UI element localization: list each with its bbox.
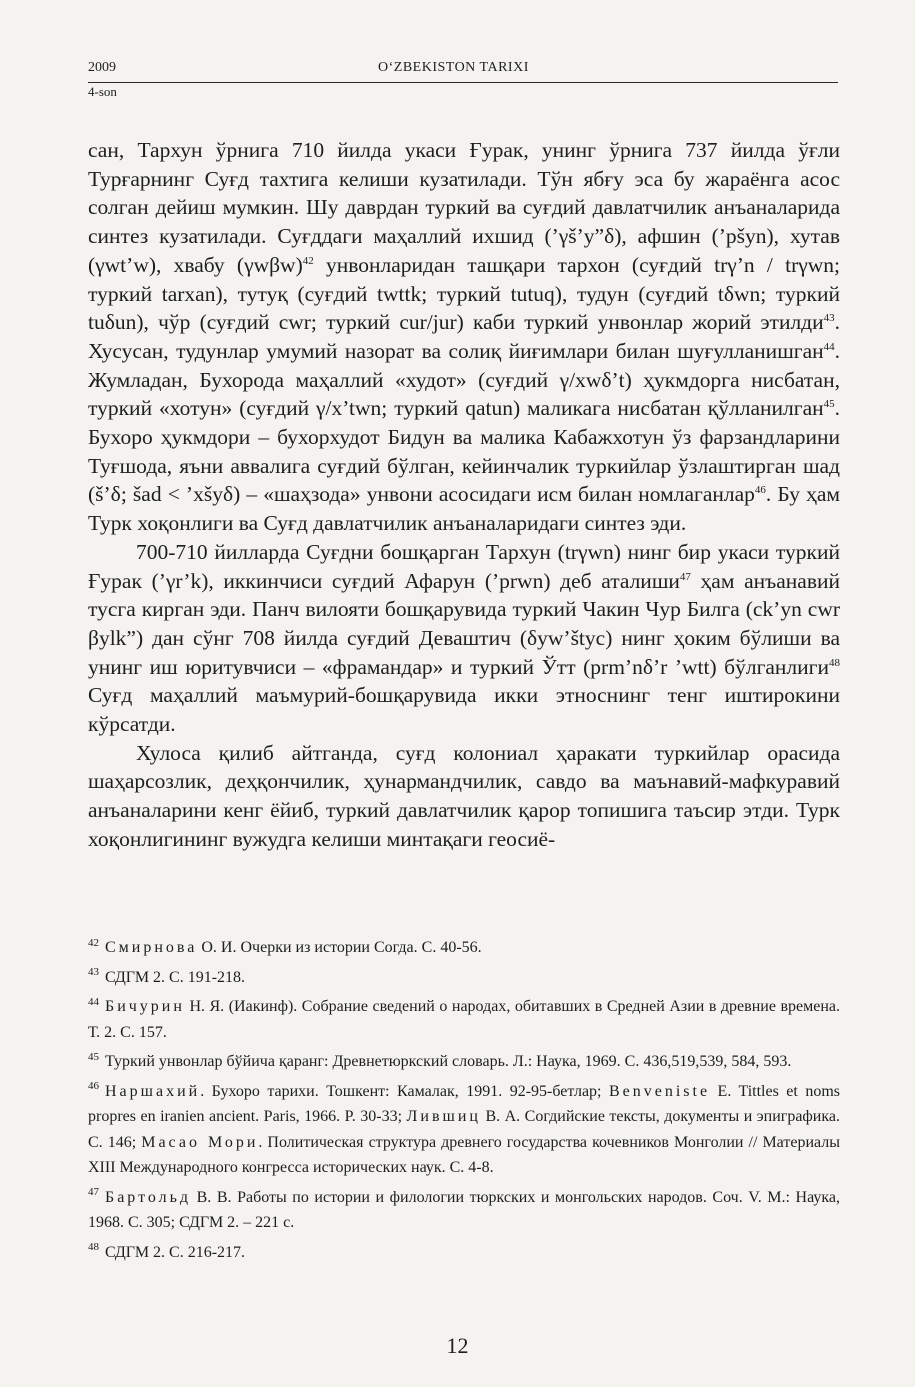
running-header [88,60,838,83]
header-year: 2009 [88,60,116,75]
footnote-ref: 48 [829,656,840,669]
text-run: . Политическая структура древнего государства кочевников Монголии // Материалы XIII Международного конгресса исторических наук. С. 4-8. [88,1133,840,1176]
author-name: Бичурин [105,998,185,1015]
text-run: О. И. Очерки из истории Согда. С. 40-56. [197,939,482,956]
footnote [88,935,840,961]
text-run: ҳам анъанавий тусга кирган эди. Панч вилояти бошқарувида туркий Чакин Чур Билга (ck’yn cwr βylk”) дан сўнг 708 йилда суғдий Деваштич (δyw’štyc) нинг ҳоким бўлиши ва унинг иш юритувчиси – «фрамандар» и туркий Ўтт (prm’nδ’r ’wtt) бўлганлиги [88,568,841,679]
footnote-number: 46 [88,1080,99,1093]
text-run: Туркий унвонлар бўйича қаранг: Древнетюркский словарь. Л.: Наука, 1969. С. 436,519,539, 584, 593. [105,1053,792,1070]
footnote-number: 42 [88,936,99,949]
text-run: . Бухоро ҳукмдори – бухорхудот Бидун ва малика Кабажхотун ўз фарзандларини Туғшода, яъни аввалига суғдий бўлган, кейинчалик туркийлар ўзлаштирган шад (š’δ; šad < ’xšyδ) – «шаҳзода» унвони асосидаги исм билан номлаганлар [88,396,840,507]
footnote [88,1049,840,1075]
footnote [88,1240,840,1266]
text-run: унвонларидан ташқари тархон (суғдий trγ’n / trγwn; туркий tarxan), тутуқ (суғдий twttk; туркий tutuq), тудун (суғдий tδwn; туркий tuδun), чўр (суғдий cwr; туркий cur/jur) каби туркий унвонлар жорий этилди [88,252,840,335]
header-journal-title: O‘ZBEKISTON TARIXI [378,60,529,75]
paragraph [88,136,840,538]
author-name: Смирнова [105,939,198,956]
author-name: Наршахий [105,1082,201,1100]
text-run: Н. Я. (Иакинф). Собрание сведений о народах, обитавших в Средней Азии в древние времена. Т. 2. С. 157. [88,998,840,1041]
text-run: В. В. Работы по истории и филологии тюркских и монгольских народов. Соч. V. М.: Наука, 1968. С. 305; СДГМ 2. – 221 с. [88,1188,840,1231]
page-number: 12 [446,1333,469,1358]
text-run: . Бу ҳам Турк хоқонлиги ва Суғд давлатчилик анъаналаридаги синтез эди. [88,482,840,536]
footnote [88,994,840,1045]
paragraph [88,739,840,854]
text-run: СДГМ 2. С. 191-218. [105,968,246,986]
footnote-ref: 47 [679,570,691,583]
footnote-number: 45 [88,1050,99,1063]
author-name: Масао Мори [141,1133,259,1151]
footnotes-section [88,935,840,1269]
text-run: сан, Тархун ўрнига 710 йилда укаси Ғурак, унинг ўрнига 737 йилда ўғли Турғарнинг Суғд тахтига келиши кузатилади. Тўн ябғу эса бу жараёнга асос солган дейиш мумкин. Шу даврдан туркий ва суғдий давлатчилик анъаналарида синтез кузатилади. Суғддаги маҳаллий ихшид (’γš’y”δ), афшин (’pšyn), хутав (γwt’w), хвабу (γwβw) [88,138,840,277]
footnote [88,1079,840,1181]
text-run: СДГМ 2. С. 216-217. [105,1243,246,1261]
author-name: Бартольд [105,1188,192,1206]
footnote-number: 43 [88,966,99,979]
footnote-ref: 45 [823,398,835,411]
text-run: . Жумладан, Бухорода маҳаллий «худот» (суғдий γ/xwδ’t) ҳукмдорга нисбатан, туркий «хотун» (суғдий γ/x’twn; туркий qatun) маликага нисбатан қўлланилган [88,338,840,421]
article-body [88,136,840,854]
author-name: Benveniste [608,1082,711,1100]
text-run: . Хусусан, тудунлар умумий назорат ва солиқ йиғимлари билан шуғулланишган [88,310,840,363]
footnote-number: 47 [88,1186,99,1199]
text-run: E. Tittles et noms propres en iranien ancient. Paris, 1966. P. 30-33; [88,1082,840,1125]
footnote-number: 48 [88,1241,99,1254]
text-run: В. А. Согдийские тексты, документы и эпиграфика. С. 146; [88,1108,840,1151]
footnote-ref: 43 [823,312,835,325]
footnote [88,1185,840,1236]
footnote-ref: 42 [302,254,314,267]
footnote-ref: 46 [754,484,766,497]
footnote [88,965,840,991]
text-run: . Бухоро тарихи. Тошкент: Камалак, 1991. 92-95-бетлар; [200,1082,609,1100]
author-name: Лившиц [406,1108,481,1125]
header-issue: 4-son [88,84,117,99]
footnote-ref: 44 [823,340,835,353]
text-run: Хулоса қилиб айтганда, суғд колониал ҳаракати туркийлар орасида шаҳарсозлик, деҳқончилик, ҳунармандчилик, савдо ва маънавий-мафкуравий анъаналарини кенг ёйиб, туркий давлатчилик қарор топишига таъсир этди. Турк хоқонлигининг вужудга келиши минтақаги геосиё- [88,740,840,851]
text-run: Суғд маҳаллий маъмурий-бошқарувида икки этноснинг тенг иштирокини кўрсатди. [88,683,840,737]
paragraph [88,538,840,739]
footnote-number: 44 [88,995,99,1008]
text-run: 700-710 йилларда Суғдни бошқарган Тархун (trγwn) нинг бир укаси туркий Ғурак (’γr’k), иккинчиси суғдий Афарун (’prwn) деб аталиши [88,539,840,593]
